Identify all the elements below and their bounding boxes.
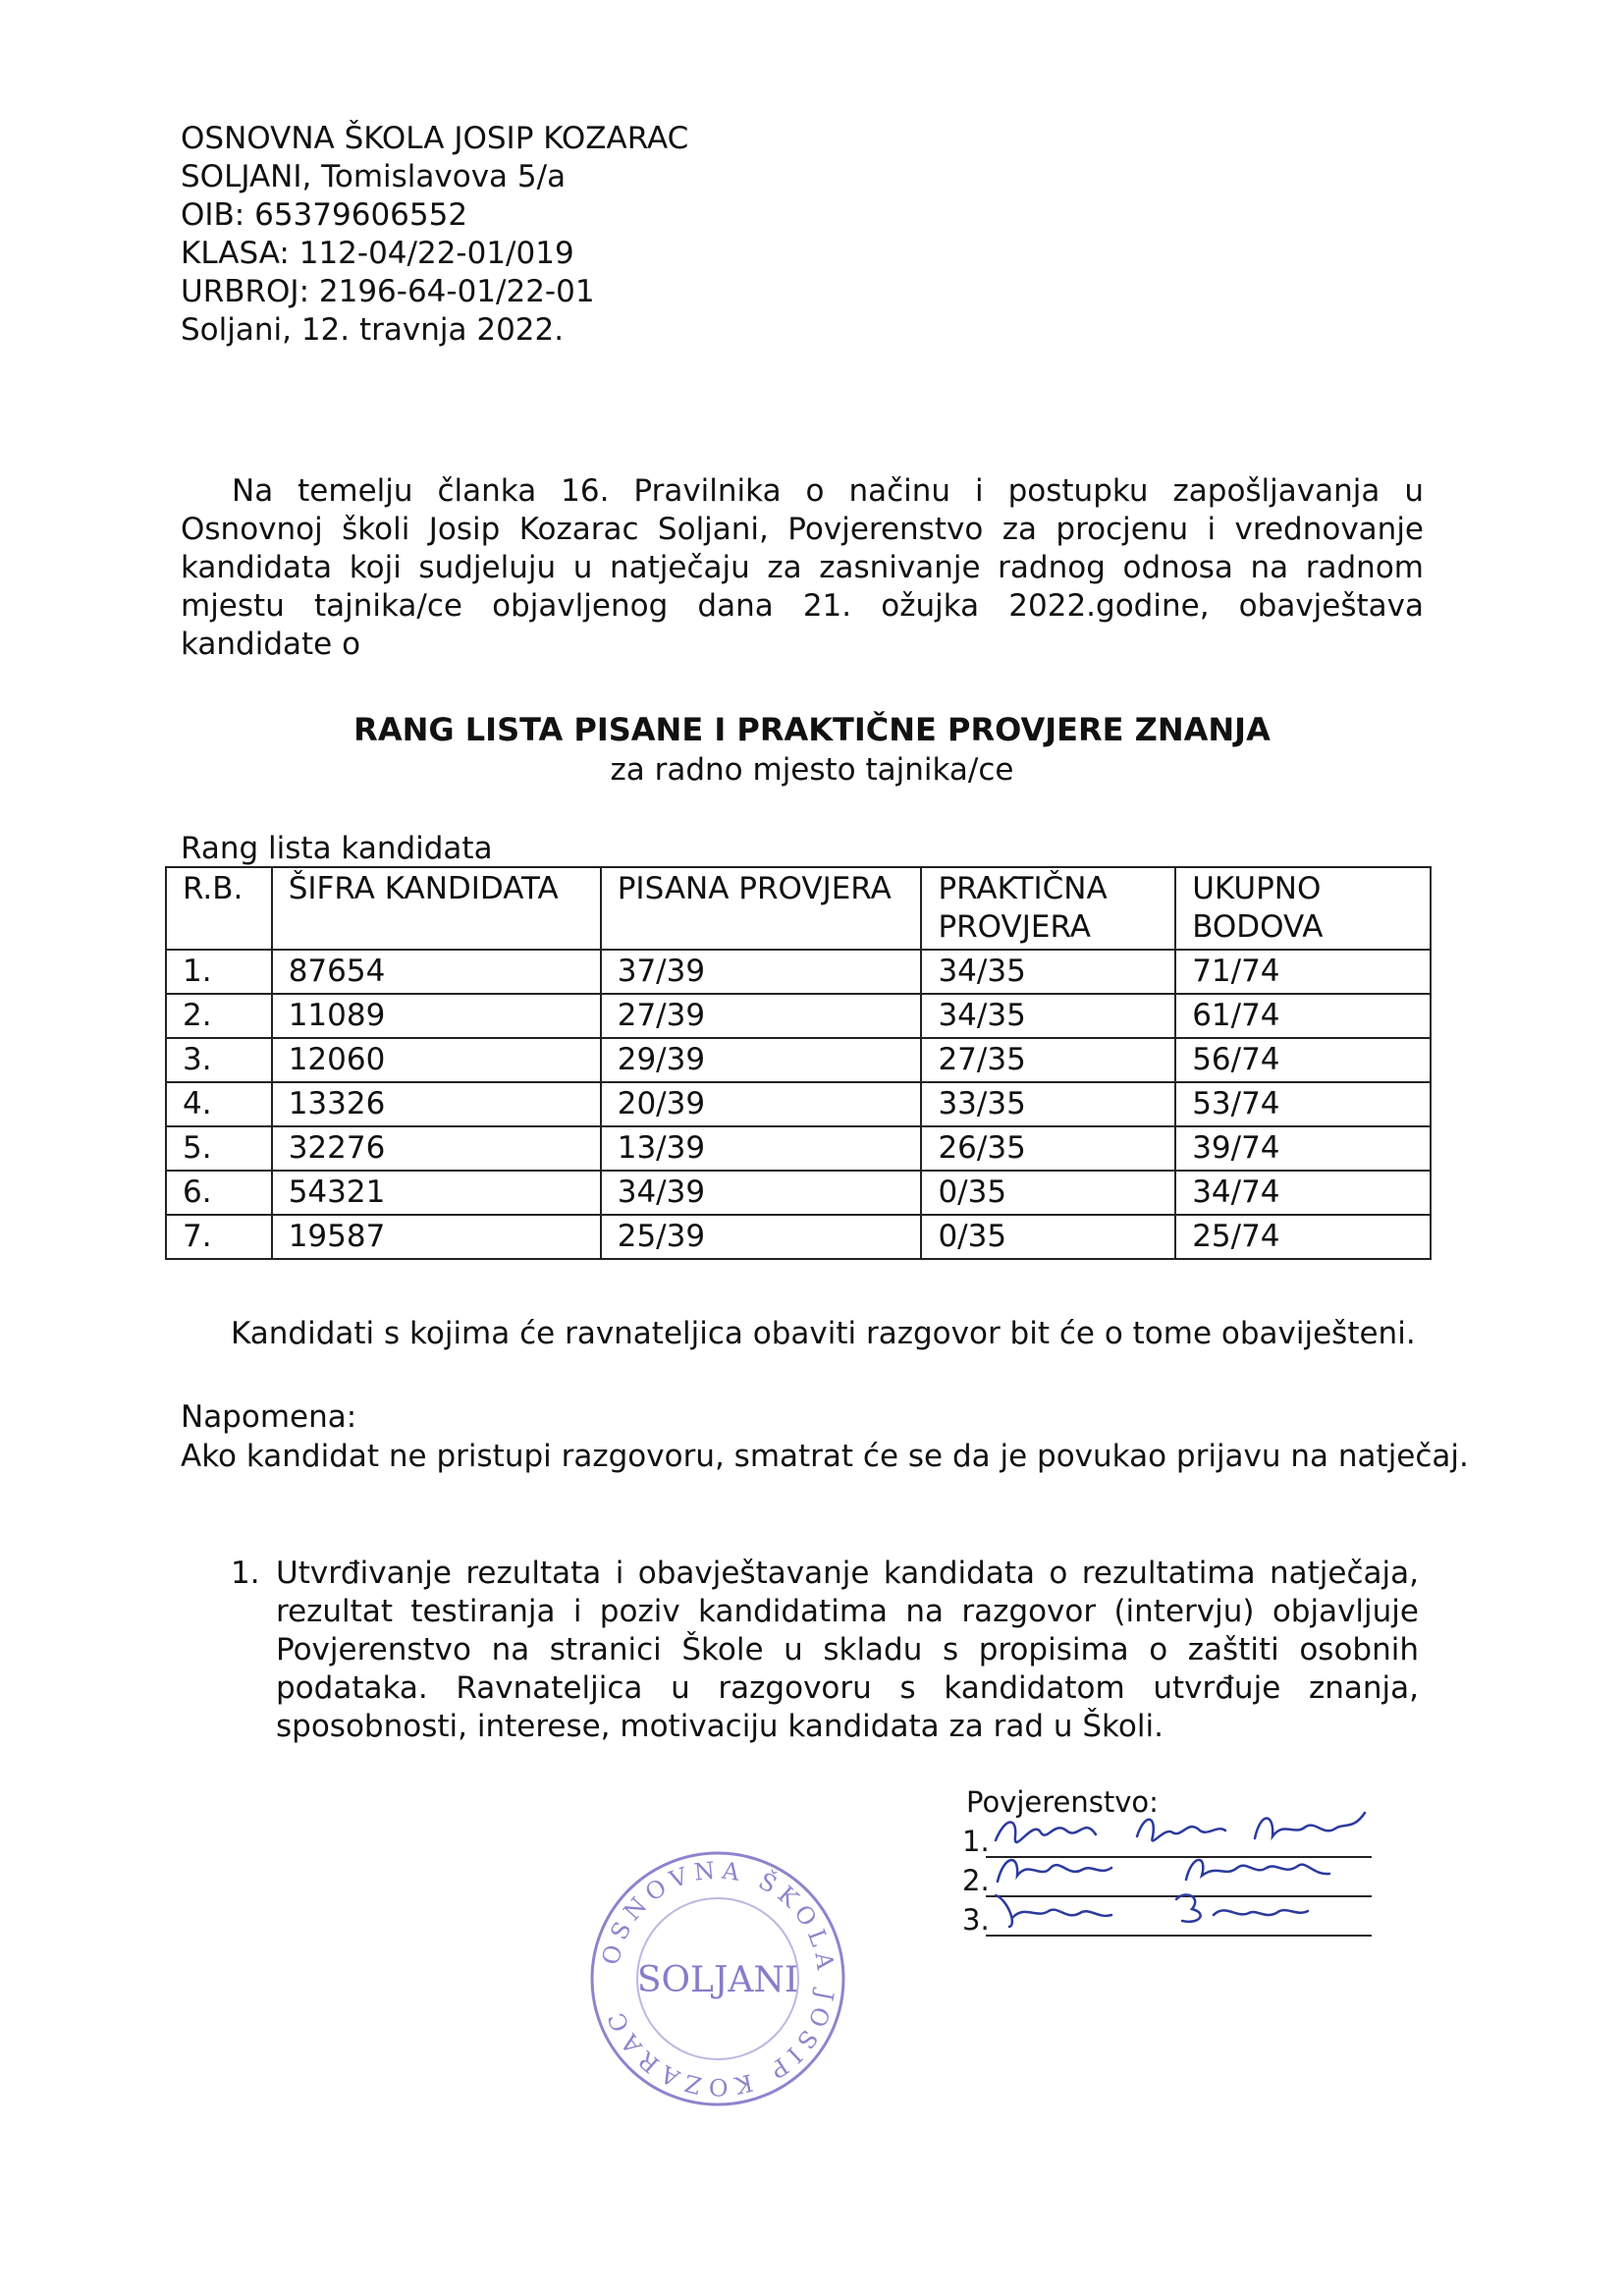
ranking-table (165, 866, 1432, 1260)
cell-rb: 6. (166, 1171, 272, 1215)
cell-prakticna: 27/35 (921, 1038, 1175, 1082)
cell-prakticna: 33/35 (921, 1082, 1175, 1126)
signature-number: 2. (962, 1864, 990, 1897)
cell-prakticna: 0/35 (921, 1215, 1175, 1259)
committee-block (962, 1785, 1372, 1937)
stamp-ring-text: OSNOVNA ŠKOLA JOSIP KOZARAC (596, 1856, 840, 2102)
cell-sifra: 87654 (272, 950, 601, 994)
cell-ukupno: 39/74 (1175, 1126, 1431, 1171)
cell-sifra: 11089 (272, 994, 601, 1038)
napomena-heading: Napomena: (181, 1399, 357, 1435)
cell-sifra: 32276 (272, 1126, 601, 1171)
header-pisana: PISANA PROVJERA (601, 867, 922, 950)
signature-number: 1. (962, 1825, 990, 1858)
stamp-center-text: SOLJANI (636, 1960, 799, 2000)
cell-pisana: 37/39 (601, 950, 922, 994)
cell-rb: 3. (166, 1038, 272, 1082)
header-rb: R.B. (166, 867, 272, 950)
cell-rb: 7. (166, 1215, 272, 1259)
school-stamp-icon (585, 1846, 850, 2111)
cell-ukupno: 34/74 (1175, 1171, 1431, 1215)
cell-ukupno: 71/74 (1175, 950, 1431, 994)
school-oib: OIB: 65379606552 (181, 197, 468, 233)
cell-ukupno: 56/74 (1175, 1038, 1431, 1082)
klasa: KLASA: 112-04/22-01/019 (181, 236, 574, 271)
school-name: OSNOVNA ŠKOLA JOSIP KOZARAC (181, 121, 689, 156)
cell-prakticna: 0/35 (921, 1171, 1175, 1215)
cell-sifra: 13326 (272, 1082, 601, 1126)
signature-line-3 (962, 1897, 1372, 1937)
table-row (166, 1082, 1431, 1126)
table-row (166, 1038, 1431, 1082)
document-subtitle: za radno mjesto tajnika/ce (610, 752, 1014, 788)
cell-pisana: 29/39 (601, 1038, 922, 1082)
header-sifra: ŠIFRA KANDIDATA (272, 867, 601, 950)
cell-sifra: 19587 (272, 1215, 601, 1259)
cell-pisana: 34/39 (601, 1171, 922, 1215)
paragraph-number: 1. (231, 1556, 260, 1591)
table-caption: Rang lista kandidata (181, 831, 493, 866)
cell-prakticna: 26/35 (921, 1126, 1175, 1171)
cell-sifra: 54321 (272, 1171, 601, 1215)
cell-rb: 2. (166, 994, 272, 1038)
cell-prakticna: 34/35 (921, 994, 1175, 1038)
table-row (166, 1171, 1431, 1215)
table-header-row (166, 867, 1431, 950)
table-row (166, 994, 1431, 1038)
document-title: RANG LISTA PISANE I PRAKTIČNE PROVJERE ZNANJA (353, 711, 1271, 748)
cell-rb: 4. (166, 1082, 272, 1126)
paragraph-text: Utvrđivanje rezultata i obavještavanje kandidata o rezultatima natječaja, rezultat testiranja i poziv kandidatima na razgovor (intervju) objavljuje Povjerenstvo na stranici Škole u skladu s propisima o zaštiti osobnih podataka. Ravnateljica u razgovoru s kandidatom utvrđuje znanja, sposobnosti, interese, motivaciju kandidata za rad u Školi. (276, 1556, 1419, 1744)
signature-3-icon (990, 1885, 1373, 1935)
cell-pisana: 20/39 (601, 1082, 922, 1126)
cell-sifra: 12060 (272, 1038, 601, 1082)
school-address: SOLJANI, Tomislavova 5/a (181, 159, 567, 194)
table-row (166, 1215, 1431, 1259)
table-row (166, 950, 1431, 994)
cell-rb: 5. (166, 1126, 272, 1171)
cell-prakticna: 34/35 (921, 950, 1175, 994)
numbered-paragraph (231, 1555, 1419, 1746)
committee-title: Povjerenstvo: (966, 1785, 1159, 1819)
letter-header (181, 120, 688, 350)
urbroj: URBROJ: 2196-64-01/22-01 (181, 274, 595, 309)
cell-ukupno: 61/74 (1175, 994, 1431, 1038)
interview-note: Kandidati s kojima će ravnateljica obaviti razgovor bit će o tome obaviješteni. (231, 1316, 1416, 1351)
header-ukupno: UKUPNO BODOVA (1175, 867, 1431, 950)
cell-ukupno: 53/74 (1175, 1082, 1431, 1126)
intro-paragraph: Na temelju članka 16. Pravilnika o načinu i postupku zapošljavanja u Osnovnoj školi Josip Kozarac Soljani, Povjerenstvo za procjenu i vrednovanje kandidata koji sudjeluju u natječaju za zasnivanje radnog odnosa na radnom mjestu tajnika/ce objavljenog dana 21. ožujka 2022.godine, obavještava kandidate o (181, 473, 1424, 662)
header-prakticna: PRAKTIČNA PROVJERA (921, 867, 1175, 950)
cell-rb: 1. (166, 950, 272, 994)
cell-pisana: 13/39 (601, 1126, 922, 1171)
cell-pisana: 27/39 (601, 994, 922, 1038)
place-date: Soljani, 12. travnja 2022. (181, 312, 565, 348)
napomena-text: Ako kandidat ne pristupi razgovoru, smatrat će se da je povukao prijavu na natječaj. (181, 1439, 1469, 1474)
cell-pisana: 25/39 (601, 1215, 922, 1259)
cell-ukupno: 25/74 (1175, 1215, 1431, 1259)
signature-number: 3. (962, 1903, 990, 1937)
table-row (166, 1126, 1431, 1171)
